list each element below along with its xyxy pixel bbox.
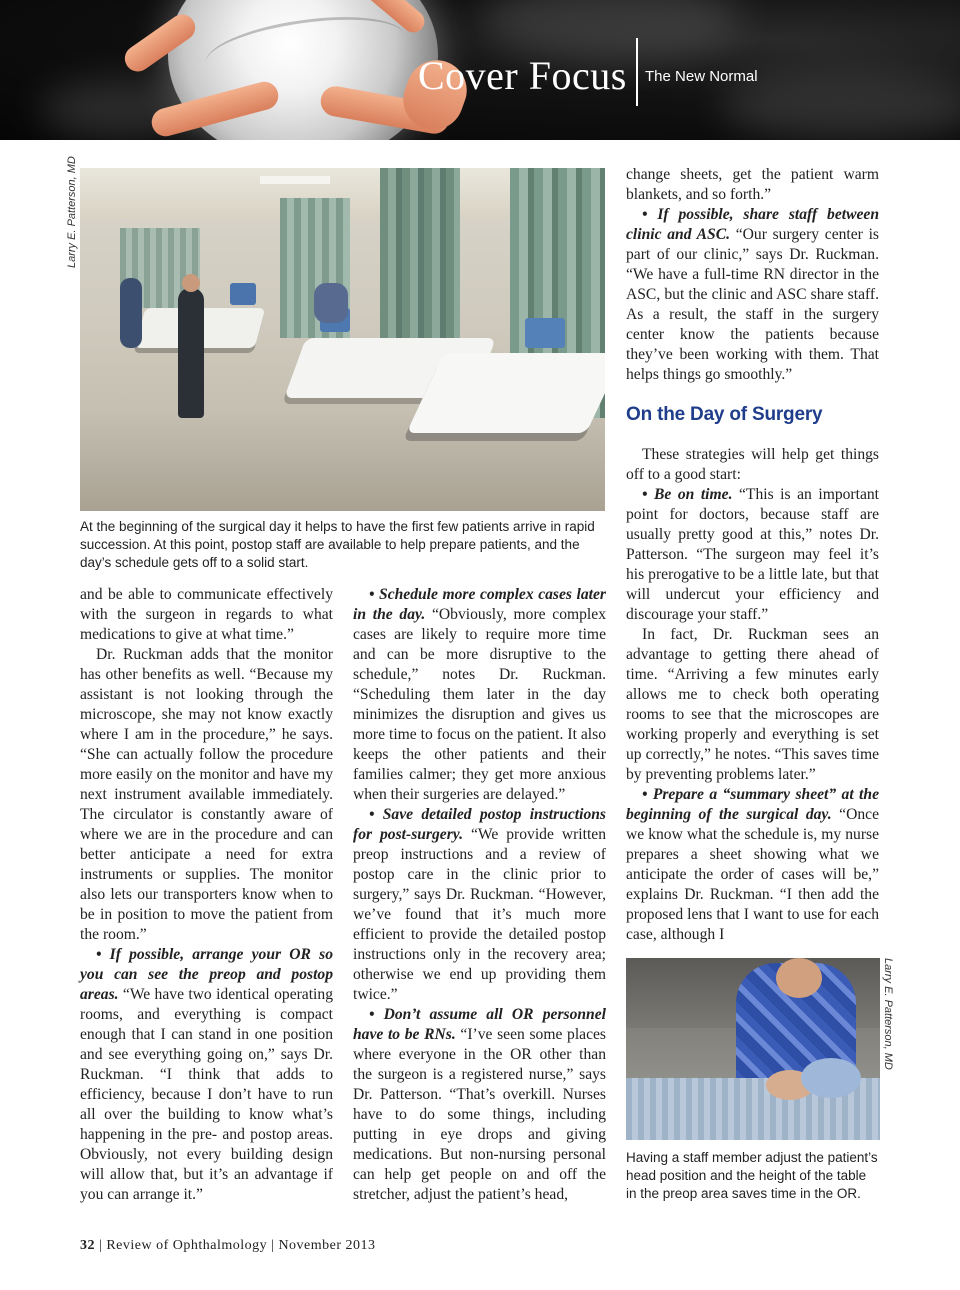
- staff-member: [314, 283, 348, 323]
- paragraph: [626, 205, 879, 385]
- journal-name: Review of Ophthalmology: [106, 1238, 268, 1253]
- small-photo-caption: Having a staff member adjust the patient’s head position and the height of the table in the preop area saves time in the OR.: [626, 1150, 878, 1201]
- staff-member: [178, 288, 204, 418]
- footer-separator: |: [95, 1238, 107, 1253]
- paragraph: change sheets, get the patient warm blankets, and so forth.”: [626, 166, 879, 203]
- section-title: Cover Focus: [418, 53, 627, 98]
- paragraph-text: “Obviously, more complex cases are likely to require more time and can be more disruptive to the schedule,” notes Dr. Ruckman. “Scheduling them later in the day minimizes the disruption and gives us more time to focus on the patient. It also keeps the other patients and their families calmer; they get more anxious when their surgeries are delayed.”: [353, 606, 606, 803]
- paragraph-text: “We provide written preop instructions and a review of postop care in the clinic prior to surgery,” says Dr. Ruckman. “However, we’ve found that it’s much more efficient to provide the detailed postop instructions only in the recovery area; otherwise we end up providing them twice.”: [353, 826, 607, 1003]
- bullet-heading: • Don’t assume all OR personnel have to be RNs.: [353, 1006, 606, 1043]
- body-column-3-bottom: [626, 445, 879, 945]
- paragraph-text: “Our surgery center is part of our clinic,” says Dr. Ruckman. “We have a full-time RN director in the ASC, but the clinic and ASC share staff. As a result, the staff in the surgery center know the patients because they’ve been working with them. That helps things go smoothly.”: [626, 226, 879, 383]
- paragraph: Dr. Ruckman adds that the monitor has other benefits as well. “Because my assistant is not looking through the microscope, she may not know exactly where I am in the procedure,” he says. “She can actually follow the procedure more easily on the monitor and have my next instrument available immediately. The circulator is constantly aware of where we are in the procedure and can better anticipate a need for extra instruments or supplies. The monitor also lets our transporters know when to be in position to move the patient from the room.”: [80, 646, 333, 943]
- section-subtitle: The New Normal: [645, 68, 758, 85]
- bullet-heading: • If possible, arrange your OR so you can see the preop and postop areas.: [80, 946, 333, 1003]
- preop-patient-photo: [626, 958, 880, 1140]
- page-number: 32: [80, 1238, 95, 1253]
- body-column-3-top: [626, 165, 879, 385]
- bullet-heading: • Prepare a “summary sheet” at the beginning of the surgical day.: [626, 786, 879, 823]
- staff-head: [182, 274, 200, 292]
- issue-date: November 2013: [278, 1238, 376, 1253]
- iv-pump: [230, 283, 256, 305]
- paragraph-text: “I’ve seen some places where everyone in the OR other than the surgeon is a registered nurse,” says Dr. Patterson. “That’s overkill. Nurses have to do some things, including putting in eye drops and giving medications. But non-nursing personal can help get people on and off the stretcher, adjust the patient’s head,: [353, 1026, 606, 1203]
- bullet-heading: • Save detailed postop instructions for post-surgery.: [353, 806, 606, 843]
- paragraph: [353, 805, 606, 1005]
- footer-separator: |: [267, 1238, 279, 1253]
- paragraph-text: “Once we know what the schedule is, my nurse prepares a sheet showing what we anticipate the order of cases will be,” explains Dr. Ruckman. “I then add the proposed lens that I want to use for each case, although I: [626, 806, 879, 943]
- iv-pump: [525, 318, 565, 348]
- photo-credit: Larry E. Patterson, MD: [882, 958, 894, 1070]
- paragraph: [353, 1005, 606, 1205]
- paragraph: [353, 585, 606, 805]
- body-column-1: [80, 585, 333, 1205]
- page-footer: [80, 1238, 376, 1254]
- title-divider: [636, 38, 638, 106]
- bullet-heading: • If possible, share staff between clinic and ASC.: [626, 206, 879, 243]
- bullet-heading: • Be on time.: [642, 486, 733, 503]
- paragraph: [80, 945, 333, 1205]
- staff-head: [776, 958, 822, 998]
- bullet-heading: • Schedule more complex cases later in the day.: [353, 586, 606, 623]
- paragraph: These strategies will help get things off to a good start:: [626, 446, 879, 483]
- paragraph: [626, 485, 879, 625]
- staff-member: [120, 278, 142, 348]
- paragraph: and be able to communicate effectively with the surgeon in regards to what medications to give at what time.”: [80, 586, 333, 643]
- body-column-2: [353, 585, 606, 1205]
- header-banner: [0, 0, 960, 140]
- main-photo-caption: At the beginning of the surgical day it helps to have the first few patients arrive in rapid succession. At this point, postop staff are available to help prepare patients, and the day’s schedule gets off to a solid start.: [80, 519, 595, 570]
- section-subheading: On the Day of Surgery: [626, 404, 823, 425]
- smoke-decoration: [480, 0, 740, 60]
- surgical-cap: [801, 1058, 861, 1098]
- paragraph: [626, 785, 879, 945]
- paragraph-text: “This is an important point for doctors, because staff are usually pretty good at this,” notes Dr. Patterson. “The surgeon may feel it’s his prerogative to be a little late, but that will undercut your efficiency and discourage your staff.”: [626, 486, 879, 623]
- paragraph-text: “We have two identical operating rooms, and everything is compact enough that I can stand in one position and see everything going on,” says Dr. Ruckman. “I think that adds to efficiency, because I don’t have to run all over the building to know what’s happening in the pre- and postop areas. Obviously, not every building design will allow that, but it’s an advantage if you can arrange it.”: [80, 986, 333, 1203]
- ceiling-light: [260, 176, 330, 184]
- photo-credit: Larry E. Patterson, MD: [66, 156, 78, 268]
- recovery-room-photo: [80, 168, 605, 511]
- paragraph: In fact, Dr. Ruckman sees an advantage to getting there ahead of time. “Arriving a few minutes early allows me to check both operating rooms to see that the microscopes are working properly and everything is set up correctly,” he notes. “This saves time by preventing problems later.”: [626, 626, 879, 783]
